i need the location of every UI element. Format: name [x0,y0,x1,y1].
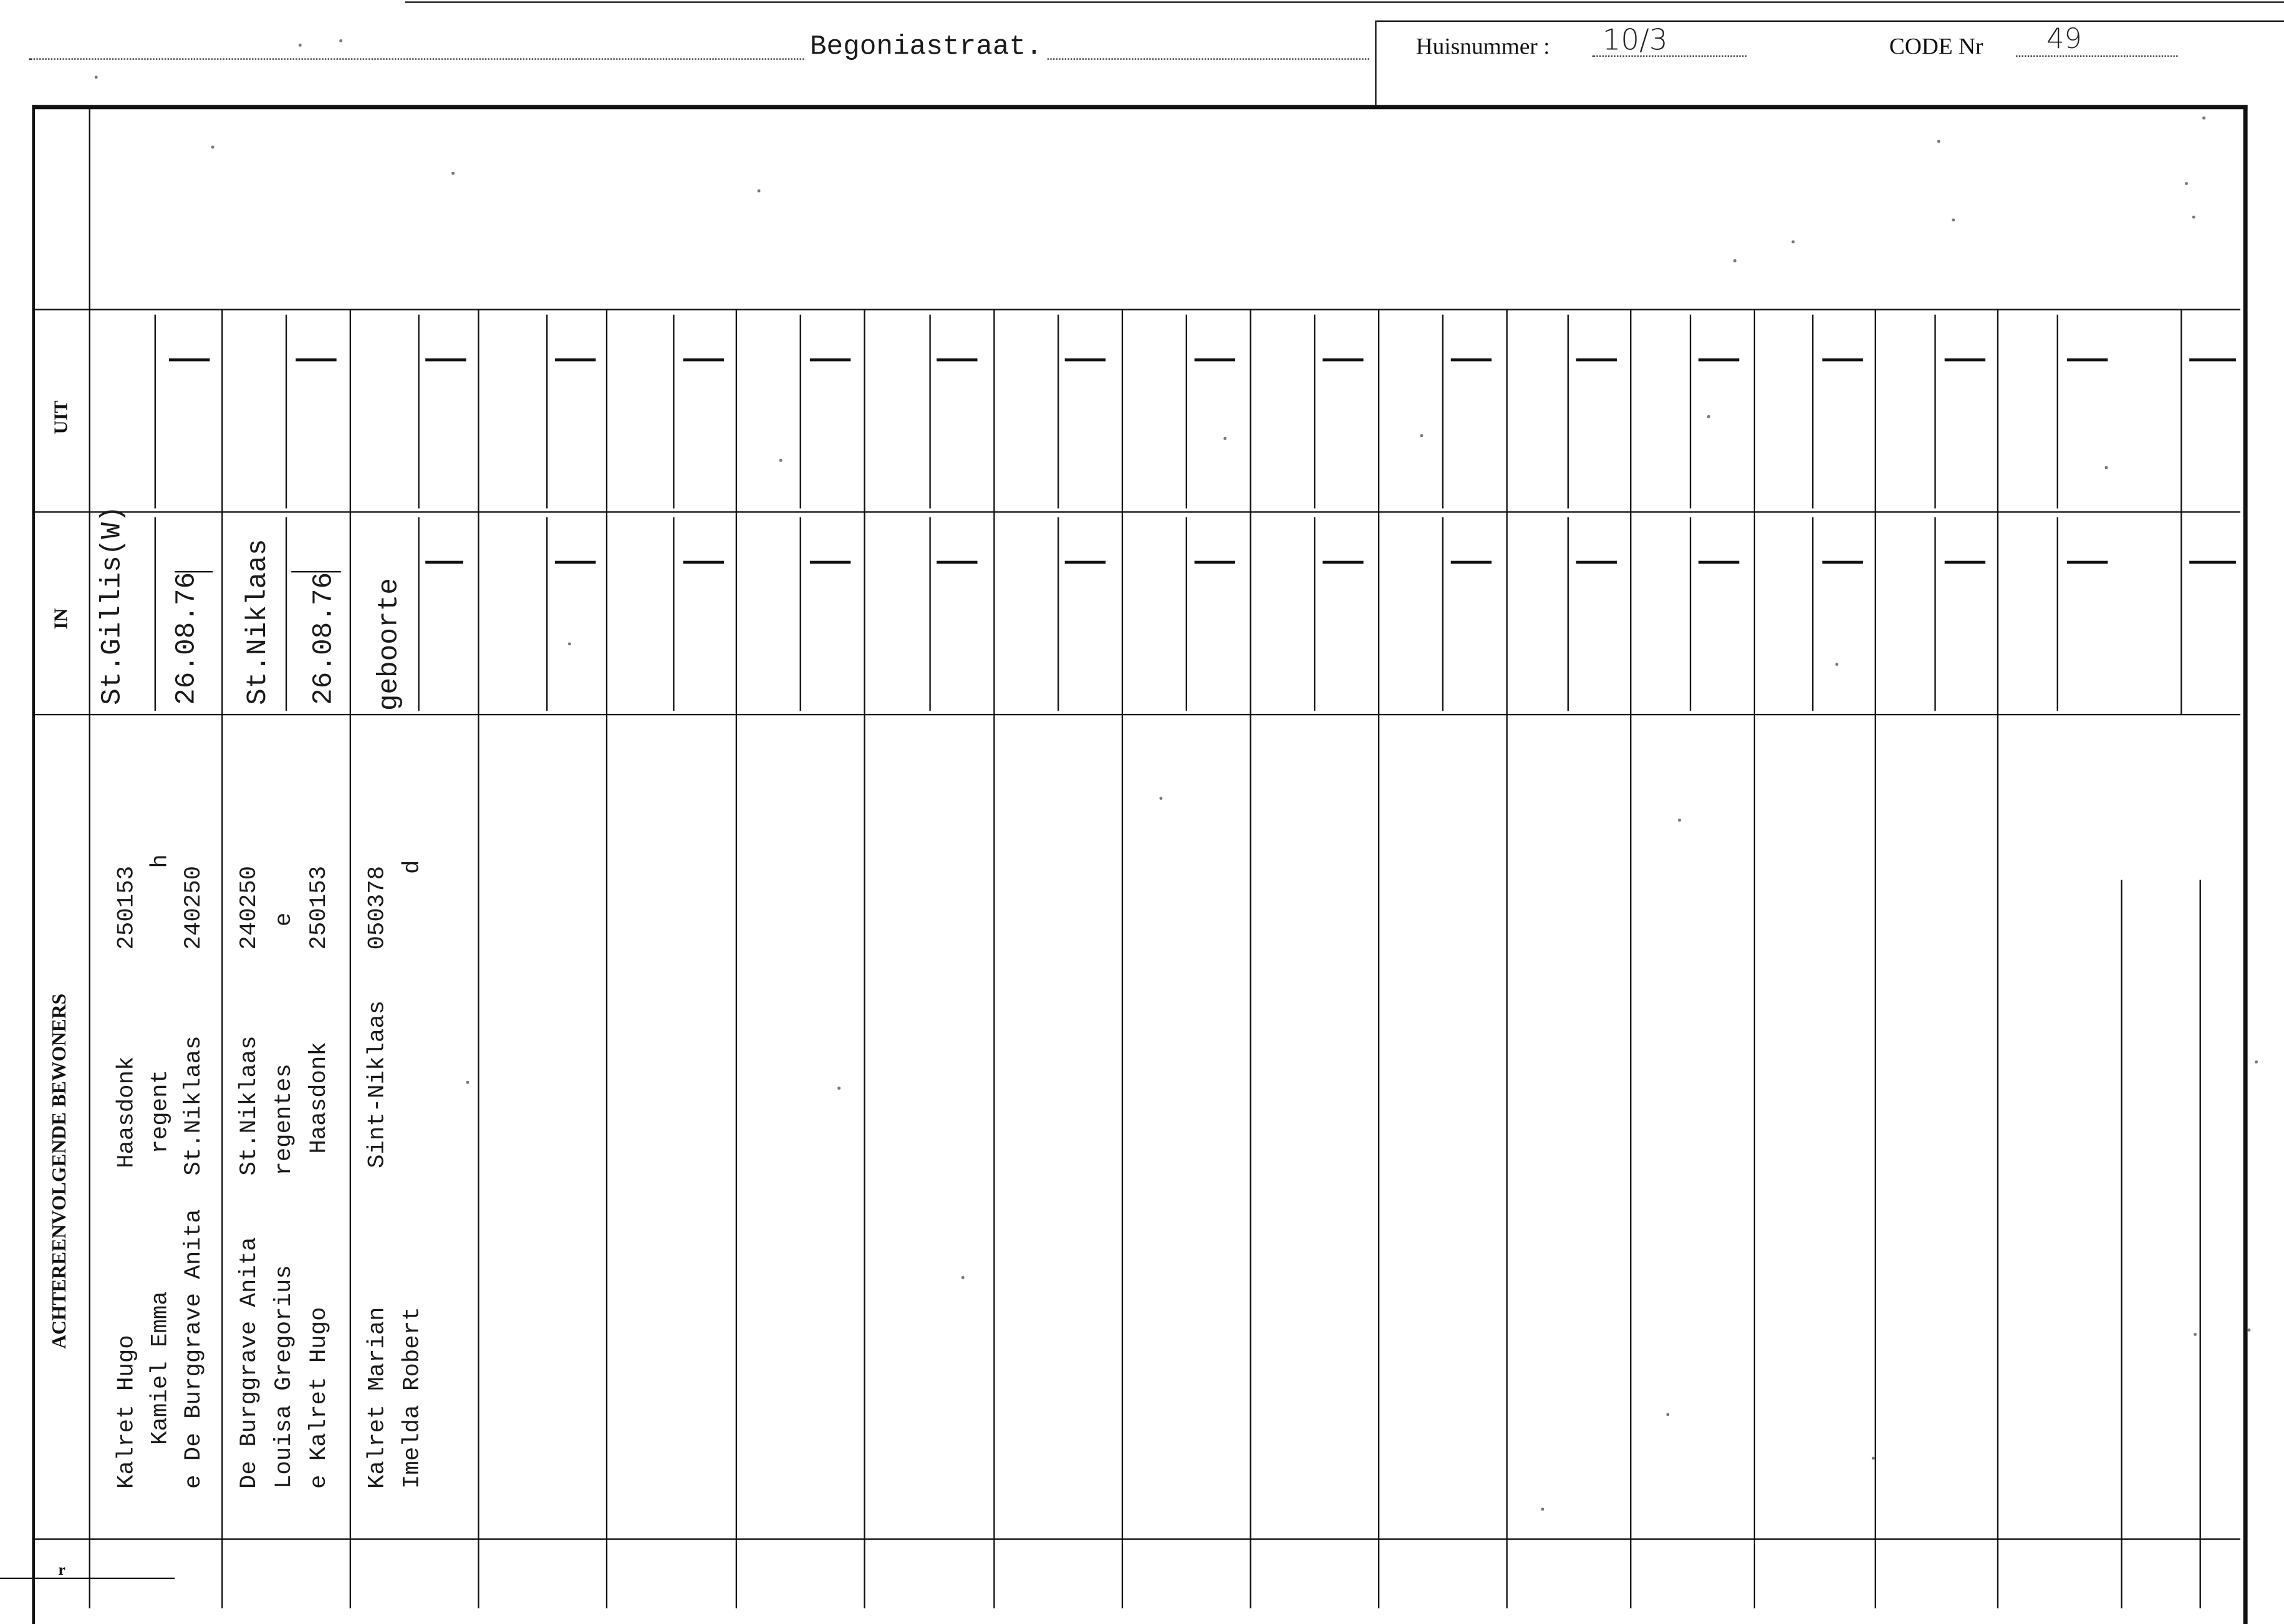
col1-resident-3-date: 240250 [180,865,207,950]
empty-entry-dash [1822,561,1862,564]
scan-speck [1952,219,1954,221]
half-cell-divider [1812,517,1813,711]
half-cell-divider [1934,315,1935,509]
code-label: CODE Nr [1889,35,1983,60]
edge-divider [2180,309,2182,714]
scan-speck [1160,797,1162,799]
scan-speck [211,146,214,148]
col2-resident-1-name: De Burggrave Anita [236,1237,263,1489]
half-cell-divider [286,315,287,509]
column-divider [2121,880,2122,1608]
row-separator-bottom [32,1539,2240,1540]
half-cell-divider [546,517,547,711]
edge-divider [2200,880,2201,1608]
empty-entry-dash [2189,358,2236,362]
house-number-label: Huisnummer : [1415,35,1550,60]
empty-entry-dash [1451,358,1491,362]
empty-entry-dash [1945,561,1985,564]
empty-entry-dash [683,358,724,362]
empty-entry-dash [810,561,850,564]
col2-resident-3-place: Haasdonk [306,1042,332,1154]
row-label-uit: UIT [49,400,72,435]
half-cell-divider [1186,315,1187,509]
empty-entry-dash [1451,561,1491,564]
col1-in-date: 26.08.76 [170,572,203,705]
scan-speck [299,44,301,46]
column-divider [1630,309,1631,1608]
col1-resident-2-place: regent [147,1070,173,1154]
col1-resident-2-date: h [147,854,173,868]
col2-resident-2-name: Louisa Gregorius [271,1265,297,1489]
column-divider [1250,309,1251,1608]
col2-in-place: St.Niklaas [241,539,274,705]
column-divider [478,309,479,1608]
half-cell-divider [1314,315,1315,509]
empty-entry-dash [1699,561,1739,564]
half-cell-divider [1690,315,1691,509]
scan-speck [466,1081,469,1083]
half-cell-divider [800,315,801,509]
half-cell-divider [2057,517,2058,711]
scan-speck [2248,1329,2250,1331]
column-divider [221,309,223,1608]
col3-resident-1-date: 050378 [364,865,391,950]
column-divider [606,309,607,1608]
column-divider [1997,309,1998,1608]
col3-in-place: geboorte [373,578,405,711]
empty-entry-dash [1195,561,1235,564]
half-cell-divider [929,315,930,509]
half-cell-divider [1314,517,1315,711]
empty-entry-dash [1945,358,1985,362]
half-cell-divider [1058,315,1059,509]
half-cell-divider [418,315,419,509]
empty-entry-dash [425,358,466,362]
scan-speck [568,642,571,645]
half-cell-divider [800,517,801,711]
column-divider [1506,309,1508,1608]
scan-speck [451,172,454,175]
row-label-in: IN [49,608,72,630]
empty-entry-dash [1323,561,1363,564]
empty-entry-dash [2189,561,2236,564]
col3-resident-1-name: Kalret Marian [364,1307,391,1489]
scan-speck [1872,1457,1874,1459]
empty-entry-dash [555,561,595,564]
house-number-value: 10/3 [1602,22,1668,57]
scan-speck [1223,437,1226,440]
col1-resident-1-place: Haasdonk [113,1056,140,1169]
half-cell-divider [1690,517,1691,711]
half-cell-divider [155,517,156,711]
code-leader [2016,55,2177,57]
empty-entry-dash [425,561,463,564]
column-divider [1122,309,1123,1608]
half-cell-divider [1568,517,1569,711]
empty-entry-dash [555,358,595,362]
half-cell-divider [1442,315,1443,509]
scan-speck [758,190,760,192]
scan-speck [2192,216,2195,218]
empty-entry-dash [2067,561,2108,564]
half-cell-divider [1568,315,1569,509]
empty-entry-dash [1065,358,1106,362]
col1-resident-2-name: Kamiel Emma [147,1291,173,1446]
column-divider [1378,309,1379,1608]
col3-resident-2-date: d [399,860,426,875]
col2-resident-2-date: e [271,912,297,927]
scan-speck [339,39,342,42]
half-cell-divider [286,517,287,711]
half-cell-divider [1442,517,1443,711]
empty-entry-dash [1576,561,1617,564]
empty-entry-dash [169,358,210,362]
scan-speck [1791,241,1794,243]
column-divider [736,309,737,1608]
scan-speck [1937,140,1940,142]
half-cell-divider [1812,315,1813,509]
col2-resident-2-place: regentes [271,1064,297,1176]
scan-speck [779,459,782,461]
street-leader-line [29,58,1369,59]
empty-entry-dash [683,561,724,564]
scan-speck [2185,182,2187,185]
empty-entry-dash [810,358,850,362]
half-cell-divider [673,315,674,509]
row-label-residents: ACHTEREENVOLGENDE BEWONERS [48,993,70,1349]
empty-entry-dash [1065,561,1106,564]
row-separator-in-residents [32,714,2240,715]
empty-entry-dash [1822,358,1862,362]
correction-mark-1 [175,571,213,572]
half-cell-divider [418,517,419,711]
scan-speck [1678,819,1680,821]
empty-entry-dash [1195,358,1235,362]
scan-speck [95,76,97,79]
col2-resident-3-date: 250153 [306,865,332,950]
empty-entry-dash [1699,358,1739,362]
bottom-label-fragment: r [58,1561,65,1579]
row-separator-top [32,309,2240,310]
col2-resident-1-date: 240250 [236,865,263,950]
half-cell-divider [929,517,930,711]
empty-entry-dash [1323,358,1363,362]
correction-mark-2 [291,571,340,572]
half-cell-divider [1186,517,1187,711]
column-divider [1754,309,1755,1608]
col1-in-place: St.Gillis(W) [96,506,128,705]
scan-speck [1707,415,1710,418]
header-top-rule-right [1377,21,2284,22]
street-name: Begoniastraat. [806,31,1047,62]
empty-entry-dash [296,358,336,362]
scan-speck [2255,1060,2257,1063]
scan-speck [2194,1333,2196,1335]
header-top-rule [405,1,2284,2]
scan-speck [1835,663,1838,665]
empty-entry-dash [2067,358,2108,362]
scan-speck [2105,466,2108,469]
col1-resident-3-place: St.Niklaas [180,1035,207,1176]
empty-entry-dash [1576,358,1617,362]
half-cell-divider [1058,517,1059,711]
label-column-divider [89,108,90,1608]
column-divider [1875,309,1876,1608]
col2-resident-3-name: e Kalret Hugo [306,1307,332,1489]
scan-speck [1420,434,1423,436]
half-cell-divider [2057,315,2058,509]
scan-speck [2202,117,2205,119]
col2-in-date: 26.08.76 [307,572,340,705]
col1-resident-1-date: 250153 [113,865,140,950]
col3-resident-2-name: Imelda Robert [399,1307,426,1489]
scan-speck [961,1276,964,1279]
column-divider [993,309,995,1608]
header-divider [1375,21,1376,105]
stray-bottom-rule [0,1578,175,1579]
empty-entry-dash [937,358,977,362]
scan-speck [1666,1413,1669,1416]
scan-speck [1733,259,1736,262]
col3-resident-1-place: Sint-Niklaas [364,1000,391,1169]
col2-resident-1-place: St.Niklaas [236,1035,263,1176]
scan-speck [1541,1507,1544,1510]
scan-speck [837,1087,840,1089]
column-divider [350,309,351,1608]
half-cell-divider [1934,517,1935,711]
code-value: 49 [2046,23,2082,55]
row-separator-uit-in [32,511,2240,512]
col1-resident-1-name: Kalret Hugo [113,1335,140,1489]
half-cell-divider [673,517,674,711]
half-cell-divider [546,315,547,509]
empty-entry-dash [937,561,977,564]
col1-resident-3-name: e De Burggrave Anita [180,1209,207,1489]
half-cell-divider [155,315,156,509]
column-divider [864,309,865,1608]
